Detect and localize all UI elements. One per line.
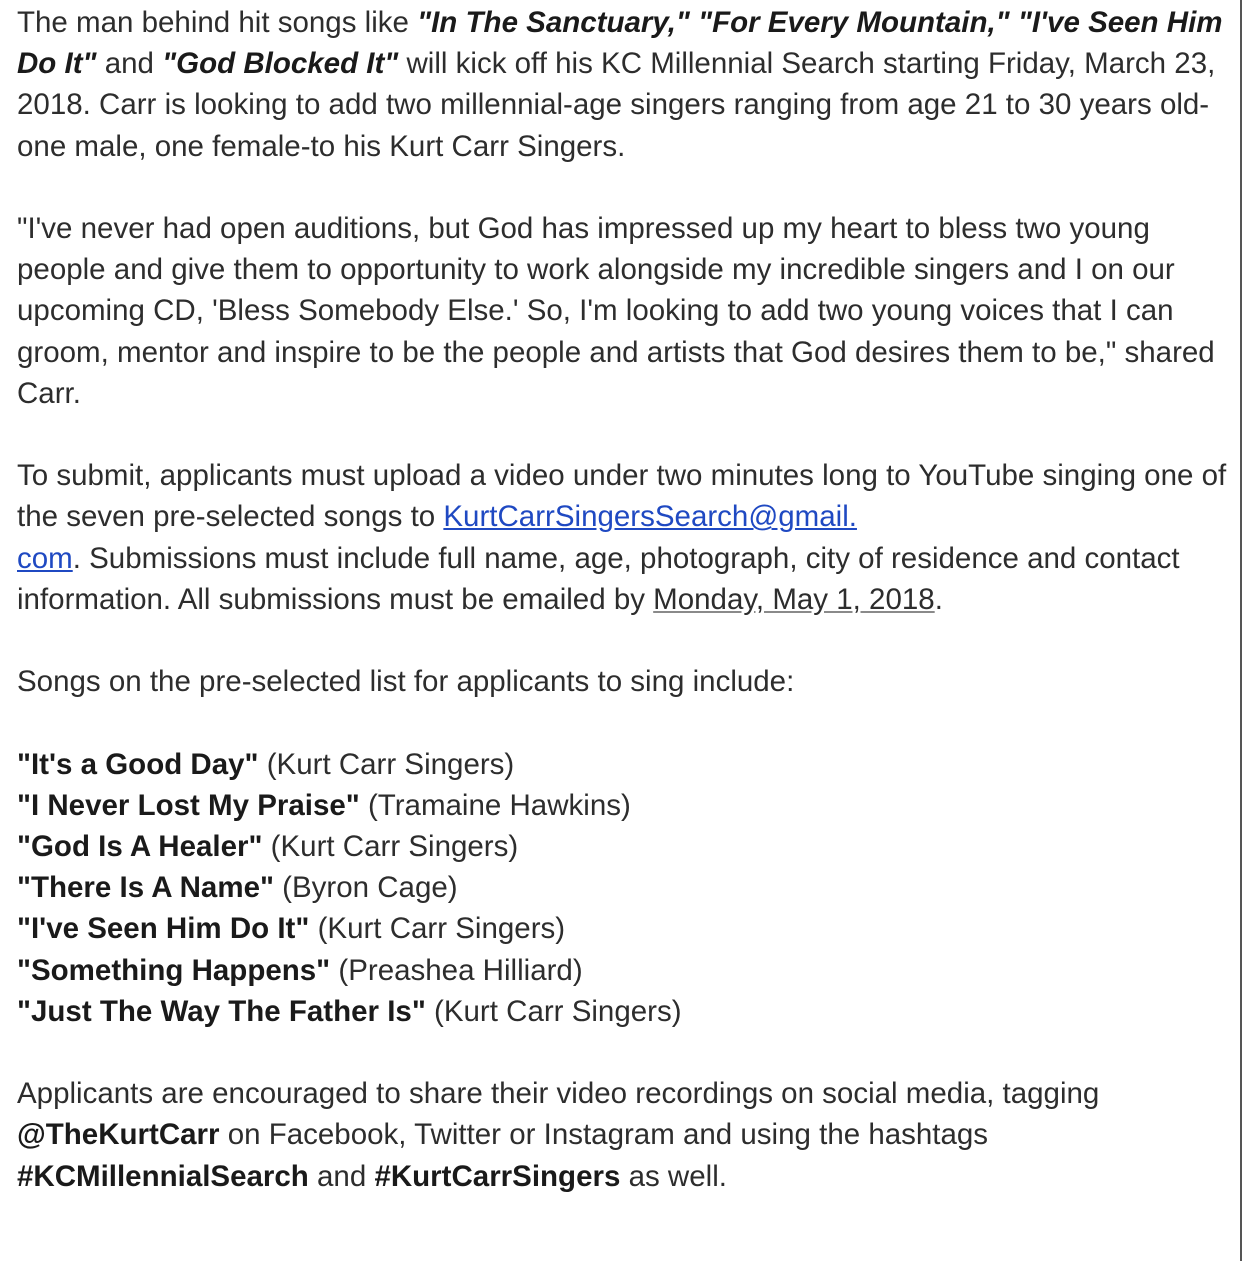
intro-song-title: "God Blocked It" (162, 47, 399, 81)
song-title: "Just The Way The Father Is" (17, 994, 426, 1028)
hashtag: #KurtCarrSingers (374, 1159, 621, 1193)
article-body (17, 2, 1232, 1238)
song-item (17, 908, 1232, 949)
song-artist: (Tramaine Hawkins) (359, 788, 631, 822)
song-title: "It's a Good Day" (17, 747, 259, 781)
song-list (17, 744, 1232, 1032)
submit-end: . (934, 582, 943, 616)
song-item (17, 744, 1232, 785)
social-handle: @TheKurtCarr (17, 1118, 220, 1152)
song-title: "There Is A Name" (17, 871, 274, 905)
social-paragraph (17, 1073, 1232, 1197)
intro-song-title: "In The Sanctuary," (417, 6, 690, 39)
hashtag: #KCMillennialSearch (17, 1159, 309, 1193)
submit-paragraph (17, 455, 1232, 620)
song-item (17, 950, 1232, 991)
submit-middle: . Submissions must include full name, age, photograph, city of residence and contact information. All submissions must be emailed by (17, 541, 1180, 616)
song-artist: (Preashea Hilliard) (330, 953, 583, 987)
song-artist: (Byron Cage) (273, 871, 458, 905)
song-artist: (Kurt Carr Singers) (309, 912, 566, 946)
song-item (17, 991, 1232, 1032)
song-item (17, 826, 1232, 867)
songs-intro: Songs on the pre-selected list for applicants to sing include: (17, 665, 795, 699)
intro-rest: will kick off his KC Millennial Search starting Friday, March 23, 2018. Carr is looking to add two millennial-age singers ranging from age 21 to 30 years old-one male, one female-to his Kurt Carr Singers. (17, 47, 1216, 163)
intro-and: and (96, 47, 163, 81)
social-and: and (308, 1159, 375, 1193)
intro-song-title: "I've Seen Him Do It" (17, 6, 1223, 81)
quote-paragraph: "I've never had open auditions, but God has impressed up my heart to bless two young people and give them to opportunity to work alongside my incredible singers and I on our upcoming CD, 'Bless Somebody Else.' So, I'm looking to add two young voices that I can groom, mentor and inspire to be the people and artists that God desires them to be," shared Carr. (17, 212, 1215, 410)
song-title: "God Is A Healer" (17, 830, 263, 863)
intro-paragraph (17, 2, 1232, 167)
deadline-date[interactable]: Monday, May 1, 2018 (653, 582, 935, 616)
submission-email-link[interactable]: KurtCarrSingersSearch@gmail. com (17, 500, 857, 575)
song-artist: (Kurt Carr Singers) (258, 747, 515, 781)
song-artist: (Kurt Carr Singers) (262, 830, 519, 863)
song-item (17, 867, 1232, 908)
submit-lead: To submit, applicants must upload a video under two minutes long to YouTube singing one of the seven pre-selected songs to (17, 459, 1227, 534)
social-lead: Applicants are encouraged to share their video recordings on social media, tagging (17, 1077, 1100, 1111)
social-middle: on Facebook, Twitter or Instagram and using the hashtags (219, 1118, 989, 1152)
song-title: "I've Seen Him Do It" (17, 912, 310, 946)
song-title: "Something Happens" (17, 953, 331, 987)
social-end: as well. (620, 1159, 727, 1193)
intro-song-title: "For Every Mountain," (698, 6, 1010, 39)
intro-lead: The man behind hit songs like (17, 6, 418, 39)
song-item (17, 785, 1232, 826)
song-title: "I Never Lost My Praise" (17, 788, 360, 822)
song-artist: (Kurt Carr Singers) (425, 994, 682, 1028)
